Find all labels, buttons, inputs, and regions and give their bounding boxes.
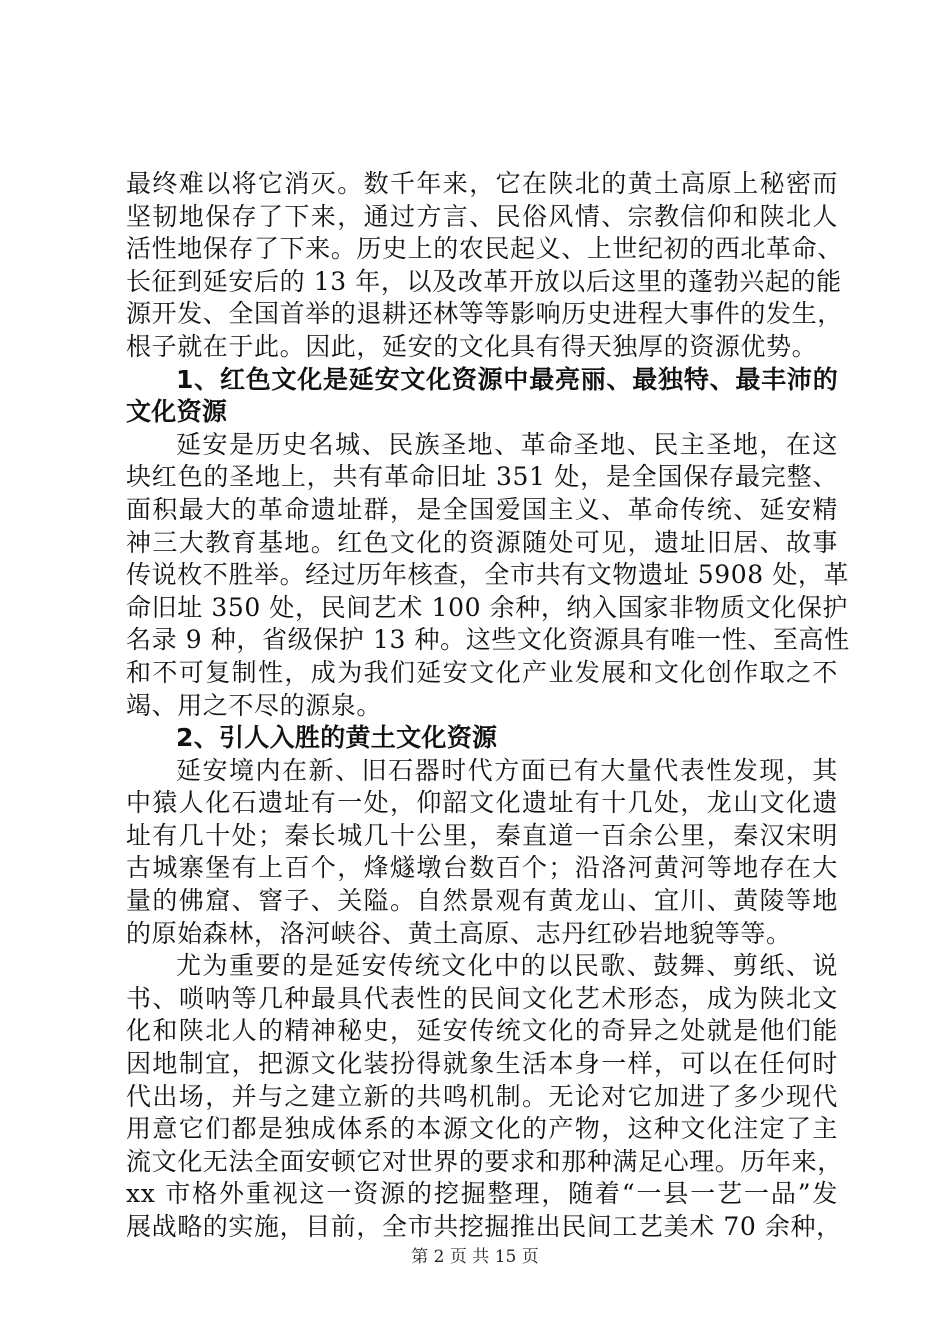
paragraph-line: 尤为重要的是延安传统文化中的以民歌、鼓舞、剪纸、说 — [176, 951, 838, 981]
document-body — [126, 168, 850, 1244]
paragraph-line: 书、唢呐等几种最具代表性的民间文化艺术形态，成为陕北文 — [126, 983, 838, 1013]
paragraph-line: xx 市格外重视这一资源的挖掘整理，随着“一县一艺一品”发 — [126, 1179, 838, 1209]
paragraph-line: 块红色的圣地上，共有革命旧址 351 处，是全国保存最完整、 — [126, 462, 838, 492]
paragraph-line: 延安境内在新、旧石器时代方面已有大量代表性发现，其 — [176, 755, 838, 785]
paragraph-line: 坚韧地保存了下来，通过方言、民俗风情、宗教信仰和陕北人 — [126, 201, 838, 231]
paragraph-line: 中猿人化石遗址有一处，仰韶文化遗址有十几处，龙山文化遗 — [126, 788, 838, 818]
paragraph-line: 因地制宜，把源文化装扮得就象生活本身一样，可以在任何时 — [126, 1049, 838, 1079]
paragraph-line: 展战略的实施，目前，全市共挖掘推出民间工艺美术 70 余种， — [126, 1212, 842, 1241]
paragraph-line: 用意它们都是独成体系的本源文化的产物，这种文化注定了主 — [126, 1114, 838, 1144]
page-footer: 第 2 页 共 15 页 — [411, 1247, 539, 1267]
paragraph-line: 竭、用之不尽的源泉。 — [126, 690, 383, 720]
paragraph-line: 化和陕北人的精神秘史，延安传统文化的奇异之处就是他们能 — [126, 1016, 838, 1046]
paragraph-line: 和不可复制性，成为我们延安文化产业发展和文化创作取之不 — [126, 657, 838, 687]
paragraph-line: 传说枚不胜举。经过历年核查，全市共有文物遗址 5908 处，革 — [126, 560, 850, 590]
paragraph-line: 源开发、全国首举的退耕还林等等影响历史进程大事件的发生， — [126, 299, 843, 329]
paragraph-line: 神三大教育基地。红色文化的资源随处可见，遗址旧居、故事 — [126, 527, 838, 557]
section-heading-line: 2、引人入胜的黄土文化资源 — [176, 723, 498, 753]
paragraph-line: 最终难以将它消灭。数千年来，它在陕北的黄土高原上秘密而 — [126, 169, 838, 198]
paragraph-line: 延安是历史名城、民族圣地、革命圣地、民主圣地，在这 — [176, 429, 838, 459]
paragraph-line: 活性地保存了下来。历史上的农民起义、上世纪初的西北革命、 — [126, 234, 843, 264]
paragraph-line: 根子就在于此。因此，延安的文化具有得天独厚的资源优势。 — [126, 331, 818, 361]
paragraph-line: 流文化无法全面安顿它对世界的要求和那种满足心理。历年来， — [126, 1146, 843, 1176]
paragraph-line: 代出场，并与之建立新的共鸣机制。无论对它加进了多少现代 — [126, 1081, 838, 1111]
paragraph-line: 的原始森林，洛河峡谷、黄土高原、志丹红砂岩地貌等等。 — [126, 918, 792, 948]
paragraph-line: 址有几十处；秦长城几十公里，秦直道一百余公里，秦汉宋明 — [126, 820, 838, 850]
paragraph-line: 古城寨堡有上百个，烽燧墩台数百个；沿洛河黄河等地存在大 — [126, 853, 838, 883]
section-heading-line: 1、红色文化是延安文化资源中最亮丽、最独特、最丰沛的 — [176, 364, 838, 394]
paragraph-line: 面积最大的革命遗址群，是全国爱国主义、革命传统、延安精 — [126, 494, 838, 524]
paragraph-line: 长征到延安后的 13 年，以及改革开放以后这里的蓬勃兴起的能 — [126, 266, 842, 296]
paragraph-line: 名录 9 种，省级保护 13 种。这些文化资源具有唯一性、至高性 — [126, 625, 850, 655]
section-heading-line: 文化资源 — [126, 397, 228, 427]
paragraph-line: 命旧址 350 处，民间艺术 100 余种，纳入国家非物质文化保护 — [126, 592, 849, 622]
paragraph-line: 量的佛窟、窨子、关隘。自然景观有黄龙山、宜川、黄陵等地 — [126, 886, 838, 916]
